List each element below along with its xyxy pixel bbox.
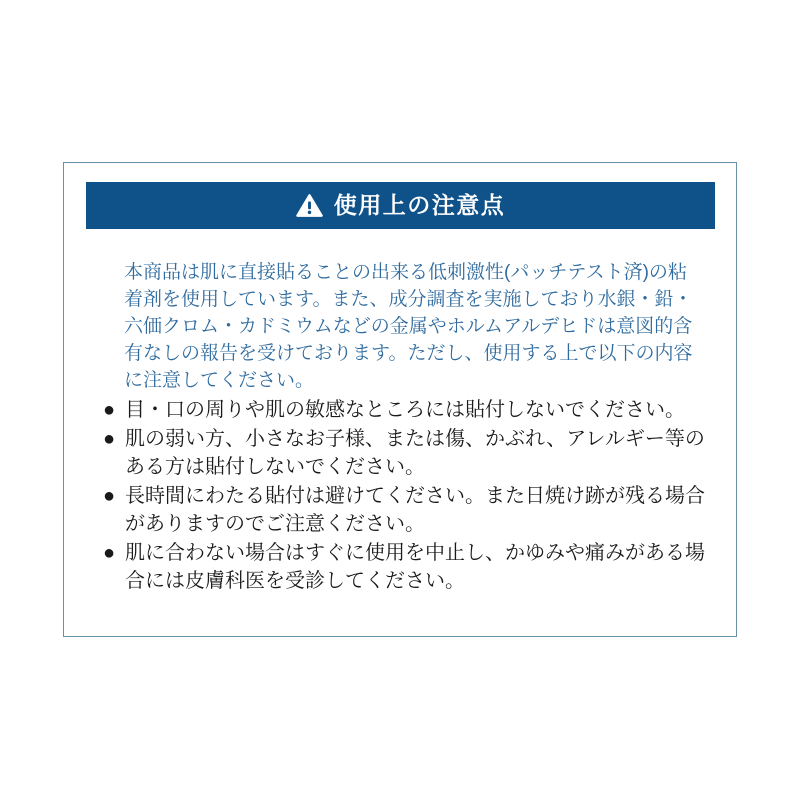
- intro-paragraph: 本商品は肌に直接貼ることの出来る低刺激性(パッチテスト済)の粘着剤を使用しています。また、成分調査を実施しており水銀・鉛・六価クロム・カドミウムなどの金属やホルムアルデヒドは意図的含有なしの報告を受けております。ただし、使用する上で以下の内容に注意してください。: [124, 262, 693, 391]
- bullet-text: 長時間にわたる貼付は避けてください。また日焼け跡が残る場合がありますのでご注意ください。: [125, 484, 705, 535]
- precautions-header: [86, 182, 715, 229]
- bullet-text: 肌に合わない場合はすぐに使用を中止し、かゆみや痛みがある場合には皮膚科医を受診してください。: [125, 541, 705, 592]
- bullet-text: 肌の弱い方、小さなお子様、または傷、かぶれ、アレルギー等のある方は貼付しないでください。: [125, 427, 705, 478]
- precautions-card: [63, 162, 737, 637]
- page-title: 使用上の注意点: [333, 192, 506, 218]
- list-item: [103, 425, 705, 482]
- list-item: [103, 482, 705, 539]
- warning-triangle-icon: [296, 193, 323, 218]
- bullet-icon: ●: [103, 541, 116, 564]
- bullet-text: 目・口の周りや肌の敏感なところには貼付しないでください。: [125, 399, 685, 421]
- bullet-icon: ●: [103, 399, 116, 421]
- list-item: [103, 539, 705, 596]
- list-item: [103, 396, 705, 425]
- bullet-icon: ●: [103, 484, 116, 507]
- precautions-list: [103, 396, 705, 596]
- bullet-icon: ●: [103, 427, 116, 450]
